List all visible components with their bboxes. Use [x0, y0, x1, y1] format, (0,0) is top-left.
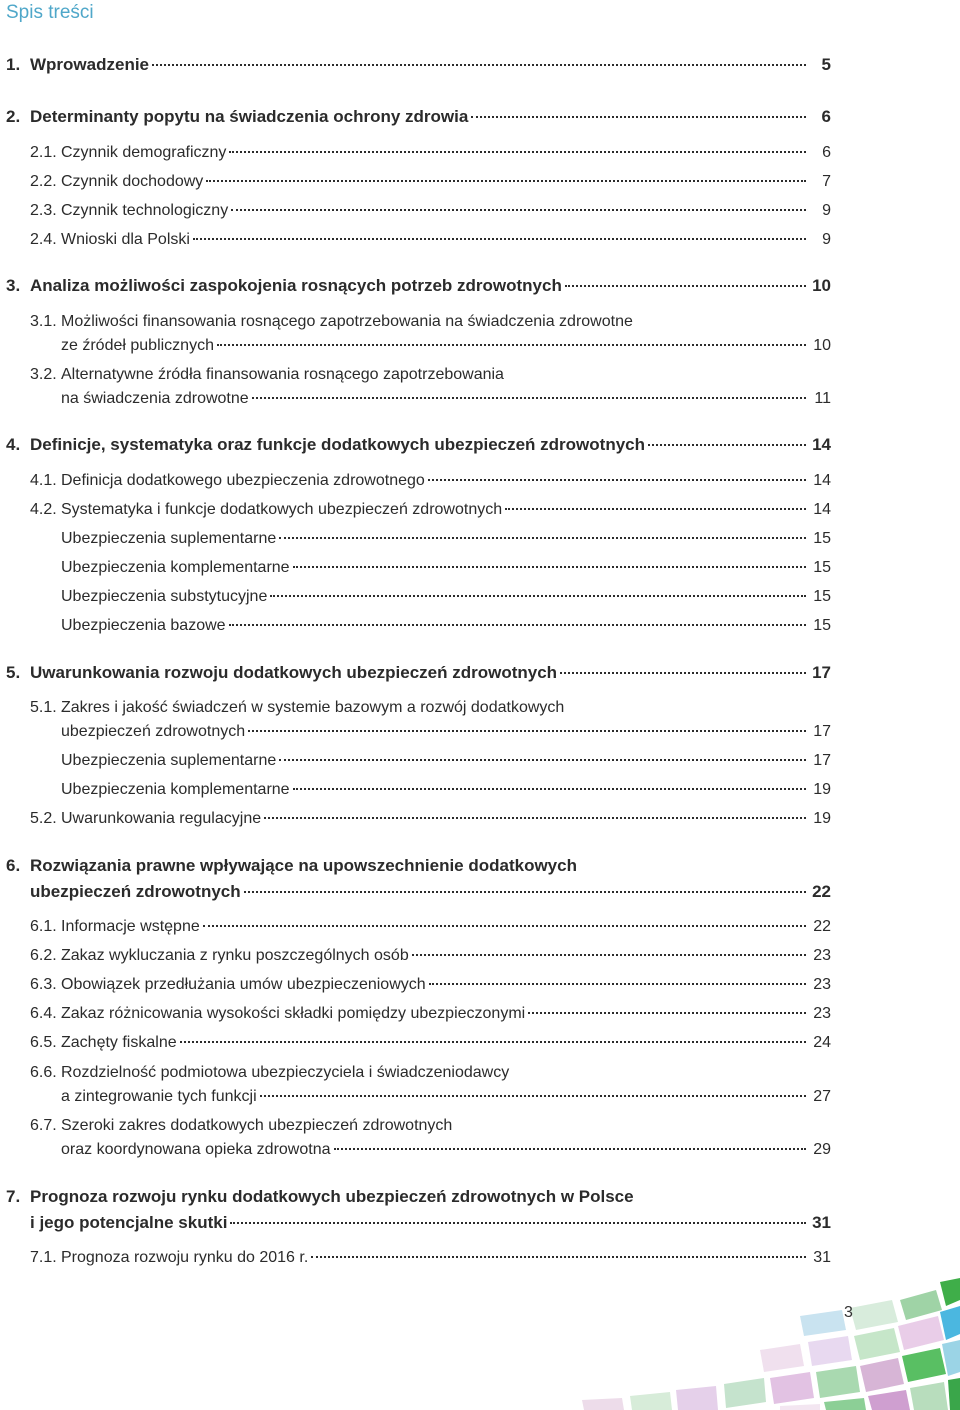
entry-title: Zakaz różnicowania wysokości składki pomiędzy ubezpieczonymi	[61, 1005, 526, 1022]
entry-title: Determinanty popytu na świadczenia ochrony zdrowia	[30, 107, 469, 126]
entry-page: 14	[813, 501, 831, 518]
entry-title: Prognoza rozwoju rynku do 2016 r.	[61, 1249, 309, 1266]
entry-page: 15	[813, 588, 831, 605]
entry-title: Systematyka i funkcje dodatkowych ubezpieczeń zdrowotnych	[61, 501, 503, 518]
entry-number: 4.	[6, 435, 21, 454]
entry-number: 4.2.	[30, 501, 57, 518]
entry-title: Ubezpieczenia suplementarne	[61, 530, 277, 547]
entry-title: na świadczenia zdrowotne	[61, 390, 249, 407]
entry-page: 15	[813, 617, 831, 634]
entry-page: 5	[821, 55, 831, 74]
entry-number: 6.4.	[30, 1005, 57, 1022]
entry-page: 14	[813, 472, 831, 489]
entry-page: 17	[813, 752, 831, 769]
entry-title: Czynnik technologiczny	[61, 202, 229, 219]
entry-page: 22	[812, 882, 831, 901]
entry-number: 5.2.	[30, 810, 57, 827]
entry-page: 15	[813, 530, 831, 547]
entry-page: 24	[813, 1034, 831, 1051]
entry-title: Informacje wstępne	[61, 918, 200, 935]
entry-number: 3.1.	[30, 313, 57, 330]
entry-page: 19	[813, 781, 831, 798]
entry-title-line1: Zakres i jakość świadczeń w systemie bazowym a rozwój dodatkowych	[61, 699, 565, 716]
entry-number: 6.3.	[30, 976, 57, 993]
entry-number: 2.2.	[30, 173, 57, 190]
entry-number: 6.1.	[30, 918, 57, 935]
entry-title: Ubezpieczenia suplementarne	[61, 752, 277, 769]
entry-page: 23	[813, 1005, 831, 1022]
entry-title: Zakaz wykluczania z rynku poszczególnych osób	[61, 947, 409, 964]
entry-title: Czynnik dochodowy	[61, 173, 204, 190]
entry-title-line1: Prognoza rozwoju rynku dodatkowych ubezpieczeń zdrowotnych w Polsce	[30, 1187, 634, 1206]
entry-title-line1: Rozdzielność podmiotowa ubezpieczyciela i świadczeniodawcy	[61, 1064, 510, 1081]
page-heading: Spis treści	[6, 2, 94, 23]
entry-number: 2.3.	[30, 202, 57, 219]
entry-title: i jego potencjalne skutki	[30, 1213, 228, 1232]
entry-title-line1: Alternatywne źródła finansowania rosnącego zapotrzebowania	[61, 366, 504, 383]
entry-number: 2.	[6, 107, 21, 126]
entry-number: 6.5.	[30, 1034, 57, 1051]
entry-title: Ubezpieczenia komplementarne	[61, 559, 290, 576]
page-number: 3	[844, 1304, 853, 1321]
entry-title: Zachęty fiskalne	[61, 1034, 177, 1051]
entry-title: oraz koordynowana opieka zdrowotna	[61, 1141, 331, 1158]
entry-page: 31	[813, 1249, 831, 1266]
entry-page: 22	[813, 918, 831, 935]
entry-page: 15	[813, 559, 831, 576]
entry-number: 7.	[6, 1187, 21, 1206]
entry-number: 3.2.	[30, 366, 57, 383]
entry-title-line1: Możliwości finansowania rosnącego zapotrzebowania na świadczenia zdrowotne	[61, 313, 633, 330]
entry-title-line1: Rozwiązania prawne wpływające na upowszechnienie dodatkowych	[30, 856, 577, 875]
entry-title: a zintegrowanie tych funkcji	[61, 1088, 257, 1105]
entry-title: Definicje, systematyka oraz funkcje dodatkowych ubezpieczeń zdrowotnych	[30, 435, 645, 454]
entry-page: 9	[822, 202, 831, 219]
entry-title: Uwarunkowania rozwoju dodatkowych ubezpieczeń zdrowotnych	[30, 663, 558, 682]
entry-number: 7.1.	[30, 1249, 57, 1266]
entry-title: Uwarunkowania regulacyjne	[61, 810, 262, 827]
entry-number: 2.1.	[30, 144, 57, 161]
entry-number: 2.4.	[30, 231, 57, 248]
entry-title: Ubezpieczenia komplementarne	[61, 781, 290, 798]
entry-number: 6.2.	[30, 947, 57, 964]
entry-title: Wprowadzenie	[30, 55, 150, 74]
entry-page: 19	[813, 810, 831, 827]
entry-title: ubezpieczeń zdrowotnych	[61, 723, 246, 740]
decorative-tiles	[582, 1278, 960, 1410]
entry-page: 10	[812, 276, 831, 295]
entry-title: Wnioski dla Polski	[61, 231, 190, 248]
entry-page: 9	[822, 231, 831, 248]
entry-page: 31	[812, 1213, 831, 1232]
entry-page: 6	[821, 107, 831, 126]
entry-title: Czynnik demograficzny	[61, 144, 227, 161]
entry-number: 6.7.	[30, 1117, 57, 1134]
entry-number: 1.	[6, 55, 21, 74]
entry-page: 10	[813, 337, 831, 354]
entry-title: ze źródeł publicznych	[61, 337, 214, 354]
entry-page: 23	[813, 976, 831, 993]
entry-page: 27	[813, 1088, 831, 1105]
entry-title-line1: Szeroki zakres dodatkowych ubezpieczeń zdrowotnych	[61, 1117, 453, 1134]
entry-number: 4.1.	[30, 472, 57, 489]
entry-number: 6.6.	[30, 1064, 57, 1081]
entry-title: Analiza możliwości zaspokojenia rosnących potrzeb zdrowotnych	[30, 276, 562, 295]
entry-title: Definicja dodatkowego ubezpieczenia zdrowotnego	[61, 472, 425, 489]
entry-title: Ubezpieczenia bazowe	[61, 617, 226, 634]
entry-page: 29	[813, 1141, 831, 1158]
entry-number: 5.	[6, 663, 21, 682]
entry-page: 6	[822, 144, 831, 161]
entry-page: 11	[814, 390, 831, 407]
entry-page: 23	[813, 947, 831, 964]
entry-number: 5.1.	[30, 699, 57, 716]
entry-title: ubezpieczeń zdrowotnych	[30, 882, 241, 901]
entry-page: 7	[822, 173, 831, 190]
entry-title: Obowiązek przedłużania umów ubezpieczeniowych	[61, 976, 426, 993]
entry-title: Ubezpieczenia substytucyjne	[61, 588, 268, 605]
entry-page: 14	[812, 435, 831, 454]
entry-page: 17	[813, 723, 831, 740]
entry-number: 3.	[6, 276, 21, 295]
entry-page: 17	[812, 663, 831, 682]
entry-number: 6.	[6, 856, 21, 875]
